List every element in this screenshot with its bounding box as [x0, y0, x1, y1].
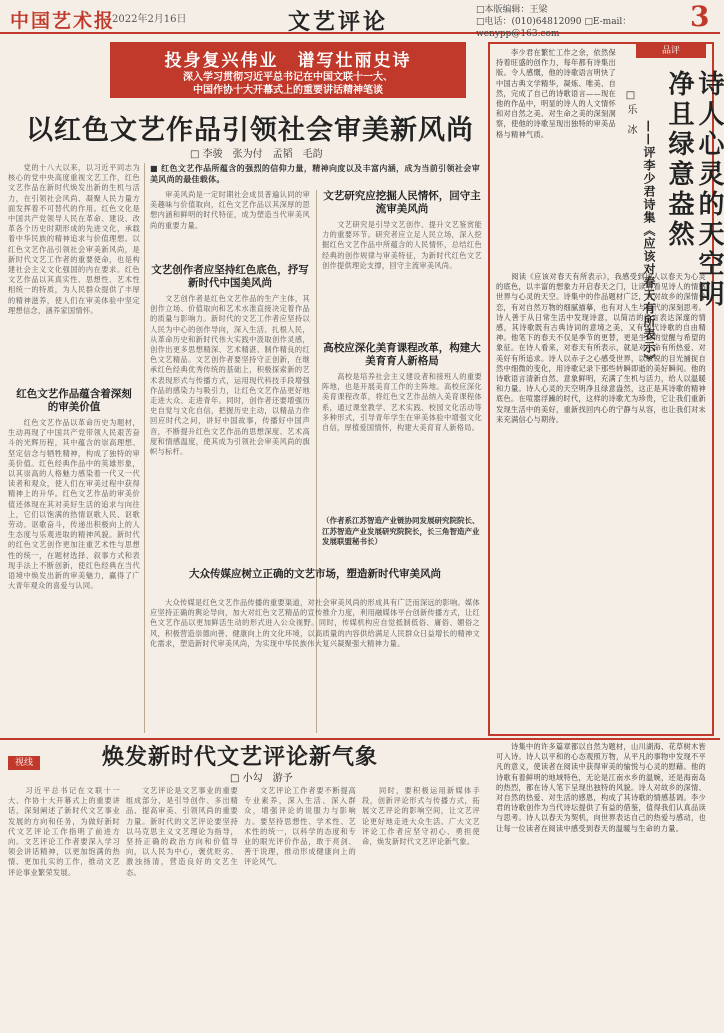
- body-column-lower: 大众传媒是红色文艺作品传播的重要渠道，对社会审美风尚的形成具有广泛而深远的影响。媒体应坚持正确的舆论导向，加大对红色文艺精品的宣传推介力度，利用融媒体平台创新传播方式，让红色文艺作品以更加鲜活生动的形式进入公众视野。同时，传媒机构应自觉抵制低俗、庸俗、媚俗之风，积极营造崇德向善、健康向上的文化环境，以高质量的内容供给满足人民群众日益增长的精神文化需求，塑造新时代审美风尚，为实现中华民族伟大复兴凝聚强大精神力量。: [150, 598, 480, 648]
- column-rule: [144, 163, 145, 733]
- banner-slogan: 投身复兴伟业 谱写壮丽史诗: [164, 51, 412, 71]
- main-headline: 以红色文艺作品引领社会审美新风尚: [26, 115, 474, 146]
- sidebar-body-2: 阅读《应该对春天有所表示》，我感受到诗人以春天为心灵的底色，以丰富的想象力开启春天之门，让读者看见诗人的情感世界与心灵的天空。诗集中的作品题材广泛，有对故乡的深情眷恋，有对自然万物的细腻描摹，也有对人生与时代的深刻思考。诗人善于从日常生活中发现诗意，以简洁的语言表达深邃的情感，其诗歌既有古典诗词的意境之美，又有现代诗歌的自由精神。他笔下的春天不仅是季节的更替，更是生命的觉醒与希望的象征。在诗人看来，对春天有所表示，就是对生命有所热爱、对美好有所追求。诗人以赤子之心感受世界，以敏锐的目光捕捉自然中细微的变化，用诗歌记录下那些转瞬即逝的美好瞬间。他的诗歌语言清新自然、意象鲜明，充满了生机与活力，给人以温暖和力量。诗人心灵的天空明净且绿意盎然，这正是其诗歌的精神底色。在喧嚣浮躁的时代，这样的诗歌尤为珍贵，它让我们重新发现生活中的美好，重新找回内心的宁静与从容，也让我们对未来充满信心与期待。: [496, 272, 706, 424]
- subhead-2: 文艺研究应挖掘人民情怀，回守主流审美风尚: [323, 190, 481, 215]
- banner-subtitle-2: 中国作协十大开幕式上的重要讲话精神笔谈: [193, 85, 383, 96]
- subhead-5: 大众传媒应树立正确的文艺市场，塑造新时代审美风尚: [189, 568, 441, 580]
- main-byline: □ 李骏 张为付 孟韬 毛韵: [190, 149, 323, 160]
- subhead-1: 红色文艺作品蕴含着深刻的审美价值: [16, 388, 132, 413]
- column-tag: 品评: [636, 44, 706, 58]
- editor-line: □本版编辑：王梁: [476, 5, 548, 15]
- body-column-3a: 文艺研究是引导文艺创作、提升文艺鉴赏能力的重要环节。研究者应立足人民立场，深入挖掘红色文艺作品中所蕴含的人民情怀，总结红色经典的创作规律与审美特征，为新时代红色文艺创作提供理论支撑，回守主流审美风尚。: [322, 220, 482, 270]
- subhead-4: 高校应深化美育课程改革，构建大美育育人新格局: [323, 342, 481, 367]
- body-column-2a: 审美风尚是一定时期社会成员普遍认同的审美趣味与价值取向，红色文艺作品以其深厚的思想内涵和鲜明的时代特征，成为塑造当代审美风尚的重要力量。: [150, 190, 310, 230]
- bottom-column-3: 文艺评论工作者要不断提高专业素养，深入生活、深入群众，增强评论的说服力与影响力。要坚持思想性、学术性、艺术性的统一，以科学的态度和专业的眼光评价作品，敢于亮剑、善于说理，推动形成健康向上的评论风气。: [244, 786, 356, 867]
- issue-date: 2022年2月16日: [112, 14, 187, 25]
- bottom-column-2: 文艺评论是文艺事业的重要组成部分，是引导创作、多出精品、提高审美、引领风尚的重要力量。新时代的文艺评论要坚持以马克思主义文艺理论为指导，坚持正确的政治方向和价值导向，以人民为中心，褒优贬劣、激浊扬清，营造良好的文艺生态。: [126, 786, 238, 877]
- sidebar-title: 诗人心灵的天空明净且绿意盎然: [664, 70, 724, 310]
- sidebar-author: □ 乐 冰: [625, 90, 636, 135]
- bottom-column-tag: 视线: [8, 756, 40, 770]
- bottom-headline: 焕发新时代文艺评论新气象: [101, 744, 378, 770]
- body-column-2b: 文艺创作者是红色文艺作品的生产主体，其创作立场、价值取向和艺术水准直接决定着作品的质量与影响力。新时代的文艺工作者应坚持以人民为中心的创作导向，深入生活、扎根人民，从革命历史和新时代伟大实践中汲取创作灵感，创作出更多思想精深、艺术精湛、制作精良的红色文艺精品。文艺创作者要坚持守正创新，在继承红色经典优秀传统的基础上，积极探索新的艺术表现形式与传播方式，运用现代科技手段增强作品的感染力与吸引力，让红色文艺作品更好地走进大众、走进青年。同时，创作者还要增强历史自觉与文化自信，把握历史主动，以精品力作回应时代之问，讲好中国故事，传播好中国声音，不断提升红色文艺作品的思想深度、艺术高度和情感温度，使其成为引领社会审美风尚的旗帜与标杆。: [150, 294, 310, 457]
- contact-info: [476, 4, 676, 40]
- body-column-3b: 高校是培养社会主义建设者和接班人的重要阵地，也是开展美育工作的主阵地。高校应深化美育课程改革，将红色文艺作品纳入美育课程体系，通过课堂教学、艺术实践、校园文化活动等多种形式，引导青年学生在审美体验中增强文化自信，厚植爱国情怀，构建大美育育人新格局。: [322, 372, 482, 433]
- author-note: （作者系江苏智造产业链协同发展研究院院长、江苏智造产业发展研究院院长，长三角智造产业发展联盟秘书长）: [322, 516, 480, 546]
- sidebar-body-3: 诗集中的许多篇章都以自然为题材，山川湖海、花草树木皆可入诗。诗人以平和的心态观照万物，从平凡的事物中发现不平凡的意义，使读者在阅读中获得审美的愉悦与心灵的慰藉。他的诗歌有着鲜明的地域特色，无论是江南水乡的温婉，还是海南岛的热烈，都在诗人笔下呈现出独特的风貌。诗人对故乡的深情、对自然的热爱、对生活的感恩，构成了其诗歌的情感基调。李少君的诗歌创作为当代诗坛提供了有益的借鉴，值得我们认真品读与思考。诗人以春天为契机，向世界表达自己的热爱与感动，也让每一位读者在阅读中感受到春天的温暖与生命的力量。: [496, 742, 706, 833]
- series-banner: [110, 42, 466, 98]
- banner-subtitle-1: 深入学习贯彻习近平总书记在中国文联十一大、: [183, 72, 393, 83]
- subhead-3: 文艺创作者应坚持红色底色，抒写新时代中国美风尚: [151, 264, 309, 289]
- article-lead: ■ 红色文艺作品所蕴含的强烈的信仰力量，精神向度以及丰富内涵，成为当前引领社会审美风尚的最佳载体。: [150, 163, 480, 184]
- section-title: 文艺评论: [288, 9, 389, 35]
- bottom-byline: □ 小勾 游予: [230, 773, 293, 784]
- sidebar-subtitle: ——评李少君诗集《应该对春天有所表示》: [642, 120, 656, 367]
- contact-line: □电话：(010)64812090 □E-mail：wenypp@163.com: [476, 17, 632, 39]
- body-column-1b: 红色文艺作品以革命历史为题材，生动再现了中国共产党带领人民艰苦奋斗的光辉历程，其中蕴含的崇高理想、坚定信念与牺牲精神，构成了独特的审美价值。红色经典作品中的英雄形象，以其崇高的人格魅力感染着一代又一代读者和观众，使人们在审美过程中获得精神上的升华。红色文艺作品的审美价值还体现在其对美好生活的追求与向往上，它们以饱满的热情讴歌人民、讴歌劳动、讴歌奋斗，传递出积极向上的人生态度与乐观进取的精神风貌。新时代的红色文艺创作更加注重艺术性与思想性的统一，在题材选择、叙事方式和表现手法上不断创新，使红色经典在当代语境中焕发出新的审美魅力，赢得了广大青年观众的喜爱与认同。: [8, 418, 140, 591]
- bottom-column-1: 习近平总书记在文联十一大、作协十大开幕式上的重要讲话，深刻阐述了新时代文艺事业发展的方向和任务，为做好新时代文艺评论工作指明了前进方向。文艺评论工作者要深入学习领会讲话精神，以更加饱满的热情、更加扎实的工作，推动文艺评论事业繁荣发展。: [8, 786, 120, 877]
- bottom-column-4: 同时，要积极运用新媒体手段，创新评论形式与传播方式，拓展文艺评论的影响空间，让文艺评论更好地走进大众生活。广大文艺评论工作者应坚守初心、勇担使命，焕发新时代文艺评论新气象。: [362, 786, 480, 847]
- page-number: 3: [690, 0, 710, 33]
- body-column-1a: 党的十八大以来，以习近平同志为核心的党中央高度重视文艺工作，红色文艺作品在新时代焕发出新的生机与活力，在引领社会风尚、凝聚人民力量方面发挥着不可替代的作用。红色文化是中国共产党领导人民在革命、建设、改革各个历史时期形成的先进文化，承载着中华民族的精神追求与价值理想。以红色文艺作品引领社会审美新风尚，是新时代文艺工作者的重要使命，也是构建社会主义文化强国的内在要求。红色文艺作品以其真实性、思想性、艺术性相统一的特质，为人民群众提供了丰厚的精神滋养，使人们在审美体验中坚定理想信念，涵养家国情怀。: [8, 163, 140, 315]
- sidebar-body-1: 李少君在繁忙工作之余，依然保持着旺盛的创作力，每年都有诗集出版。令人感慨，他的诗歌语言明快了中国古典文学精华，凝炼、唯美、自然，完成了自己的诗歌语言——现在他的作品中，明显的诗人的人文情怀和对自然之美、对生命之美的深刻洞察，使他的诗歌呈现出独特的审美品格与精神气质。: [496, 48, 616, 139]
- paper-name: 中国艺术报: [10, 10, 116, 32]
